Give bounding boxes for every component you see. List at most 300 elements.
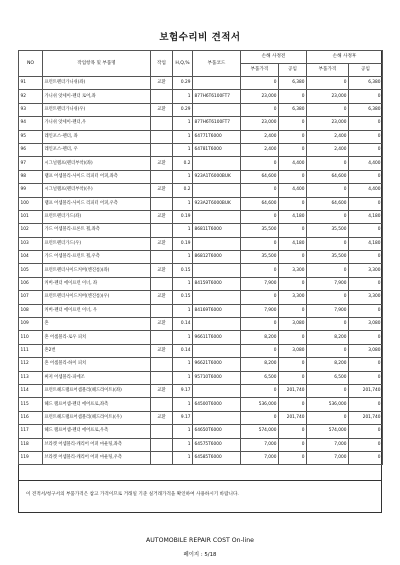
row-no: 97 bbox=[19, 157, 43, 170]
row-after-labor: 0 bbox=[349, 277, 383, 290]
row-work bbox=[151, 117, 173, 130]
row-before-labor: 4,180 bbox=[279, 210, 307, 223]
row-before-parts-price: 0 bbox=[241, 264, 279, 277]
row-item-name: 프런트펜더사이드커버(엔진룸)(좌) bbox=[43, 264, 151, 277]
row-before-labor: 0 bbox=[279, 358, 307, 371]
row-item-name: 프런트펜더가니쉬(우) bbox=[43, 103, 151, 116]
row-before-parts-price: 35,500 bbox=[241, 251, 279, 264]
row-work bbox=[151, 90, 173, 103]
row-work: 교환 bbox=[151, 184, 173, 197]
row-part-code: 84159T6000 bbox=[193, 277, 241, 290]
row-before-labor: 0 bbox=[279, 251, 307, 264]
row-before-labor: 6,380 bbox=[279, 77, 307, 90]
row-after-labor: 3,080 bbox=[349, 318, 383, 331]
row-after-parts-price: 0 bbox=[307, 318, 349, 331]
row-no: 115 bbox=[19, 398, 43, 411]
row-part-code: 64575T6000 bbox=[193, 438, 241, 451]
row-work bbox=[151, 451, 173, 464]
row-after-parts-price: 35,500 bbox=[307, 224, 349, 237]
row-before-parts-price: 0 bbox=[241, 411, 279, 424]
row-before-labor: 0 bbox=[279, 304, 307, 317]
row-item-name: 램프 어셈블리-사이드 리피터 어퍼,우측 bbox=[43, 197, 151, 210]
row-work bbox=[151, 277, 173, 290]
row-qty: 1 bbox=[173, 425, 193, 438]
row-item-name: 레인포스-펜더, 좌 bbox=[43, 130, 151, 143]
table-row bbox=[19, 237, 383, 250]
row-work bbox=[151, 425, 173, 438]
row-item-name: 프런트펜더사이드커버(엔진룸)(우) bbox=[43, 291, 151, 304]
row-no: 110 bbox=[19, 331, 43, 344]
row-no: 91 bbox=[19, 77, 43, 90]
row-before-labor: 4,180 bbox=[279, 237, 307, 250]
row-work bbox=[151, 197, 173, 210]
row-after-parts-price: 0 bbox=[307, 210, 349, 223]
row-part-code: 877H6T6100FT7 bbox=[193, 90, 241, 103]
row-item-name: 혼 어셈블리-하이 피치 bbox=[43, 358, 151, 371]
row-work bbox=[151, 371, 173, 384]
row-item-name: 가니쉬 앗세이-펜더 로어,좌 bbox=[43, 90, 151, 103]
row-part-code bbox=[193, 237, 241, 250]
footer-brand: AUTOMOBILE REPAIR COST On-line bbox=[146, 537, 254, 544]
row-no: 109 bbox=[19, 318, 43, 331]
row-before-labor: 0 bbox=[279, 143, 307, 156]
row-no: 103 bbox=[19, 237, 43, 250]
row-after-parts-price: 0 bbox=[307, 291, 349, 304]
row-no: 108 bbox=[19, 304, 43, 317]
table-row bbox=[19, 344, 383, 357]
row-after-labor: 4,400 bbox=[349, 184, 383, 197]
header-no: NO bbox=[19, 51, 43, 77]
row-no: 102 bbox=[19, 224, 43, 237]
row-before-parts-price: 574,000 bbox=[241, 425, 279, 438]
table-row bbox=[19, 210, 383, 223]
table-row bbox=[19, 291, 383, 304]
row-item-name: 혼 어셈블리-로우 피치 bbox=[43, 331, 151, 344]
table-row bbox=[19, 411, 383, 424]
estimate-table bbox=[18, 50, 383, 465]
document-title: 보험수리비 견적서 bbox=[159, 32, 241, 43]
row-after-labor: 0 bbox=[349, 398, 383, 411]
row-part-code: 96611T6000 bbox=[193, 331, 241, 344]
row-before-parts-price: 0 bbox=[241, 291, 279, 304]
row-before-parts-price: 0 bbox=[241, 237, 279, 250]
row-after-parts-price: 0 bbox=[307, 237, 349, 250]
row-after-parts-price: 0 bbox=[307, 77, 349, 90]
row-after-parts-price: 64,600 bbox=[307, 197, 349, 210]
row-item-name: 레인포스-펜더, 우 bbox=[43, 143, 151, 156]
row-after-parts-price: 0 bbox=[307, 264, 349, 277]
row-work bbox=[151, 224, 173, 237]
row-before-labor: 0 bbox=[279, 170, 307, 183]
row-before-parts-price: 7,000 bbox=[241, 451, 279, 464]
row-after-labor: 4,400 bbox=[349, 157, 383, 170]
row-no: 117 bbox=[19, 425, 43, 438]
row-qty: 0.14 bbox=[173, 344, 193, 357]
row-item-name: 시그널램프(펜더부착)(우) bbox=[43, 184, 151, 197]
table-row bbox=[19, 358, 383, 371]
row-item-name: 가드 어셈블리-프런트 휠,우측 bbox=[43, 251, 151, 264]
row-before-parts-price: 23,000 bbox=[241, 117, 279, 130]
row-item-name: 혼 bbox=[43, 318, 151, 331]
row-no: 92 bbox=[19, 90, 43, 103]
row-part-code bbox=[193, 291, 241, 304]
row-part-code: 64781T6000 bbox=[193, 143, 241, 156]
row-after-labor: 0 bbox=[349, 90, 383, 103]
row-after-parts-price: 0 bbox=[307, 384, 349, 397]
table-row bbox=[19, 184, 383, 197]
row-qty: 0.19 bbox=[173, 210, 193, 223]
row-item-name: 커버-펜더 에이프런 이너, 우 bbox=[43, 304, 151, 317]
row-qty: 1 bbox=[173, 224, 193, 237]
table-row bbox=[19, 398, 383, 411]
row-qty: 0.2 bbox=[173, 157, 193, 170]
row-no: 95 bbox=[19, 130, 43, 143]
row-before-parts-price: 0 bbox=[241, 210, 279, 223]
row-part-code: 64771T6000 bbox=[193, 130, 241, 143]
header-before-labor: 공임 bbox=[279, 64, 307, 77]
table-row bbox=[19, 224, 383, 237]
header-part-code: 부품코드 bbox=[193, 51, 241, 77]
row-item-name: 혼2번 bbox=[43, 344, 151, 357]
row-no: 107 bbox=[19, 291, 43, 304]
row-work: 교환 bbox=[151, 157, 173, 170]
row-item-name: 프런트펜더가드(좌) bbox=[43, 210, 151, 223]
row-part-code: 64650T6000 bbox=[193, 425, 241, 438]
row-item-name: 헤드 램프어셈-펜더 에어프로,우측 bbox=[43, 425, 151, 438]
row-qty: 0.2 bbox=[173, 184, 193, 197]
row-item-name: 가드 어셈블리-프론트 휠,좌측 bbox=[43, 224, 151, 237]
table-row bbox=[19, 77, 383, 90]
row-before-parts-price: 8,200 bbox=[241, 358, 279, 371]
row-part-code bbox=[193, 264, 241, 277]
row-no: 105 bbox=[19, 264, 43, 277]
row-before-parts-price: 7,900 bbox=[241, 304, 279, 317]
table-row bbox=[19, 117, 383, 130]
row-before-parts-price: 7,000 bbox=[241, 438, 279, 451]
row-before-parts-price: 8,200 bbox=[241, 331, 279, 344]
row-after-parts-price: 35,500 bbox=[307, 251, 349, 264]
row-before-labor: 201,740 bbox=[279, 411, 307, 424]
row-work: 교환 bbox=[151, 237, 173, 250]
row-no: 104 bbox=[19, 251, 43, 264]
row-before-labor: 0 bbox=[279, 425, 307, 438]
row-work bbox=[151, 304, 173, 317]
row-after-labor: 4,180 bbox=[349, 237, 383, 250]
row-before-labor: 0 bbox=[279, 224, 307, 237]
row-after-labor: 0 bbox=[349, 304, 383, 317]
row-before-parts-price: 23,000 bbox=[241, 90, 279, 103]
table-row bbox=[19, 384, 383, 397]
row-no: 111 bbox=[19, 344, 43, 357]
row-item-name: 프런트헤드램프어셈블리(헤드라이트)(좌) bbox=[43, 384, 151, 397]
row-part-code: 923A2T6000BUK bbox=[193, 197, 241, 210]
row-before-labor: 0 bbox=[279, 117, 307, 130]
row-before-parts-price: 0 bbox=[241, 157, 279, 170]
row-after-labor: 4,180 bbox=[349, 210, 383, 223]
row-item-name: 헤드 램프어셈-펜더 에어프로,좌측 bbox=[43, 398, 151, 411]
row-after-parts-price: 2,400 bbox=[307, 130, 349, 143]
row-after-labor: 0 bbox=[349, 451, 383, 464]
row-qty: 1 bbox=[173, 304, 193, 317]
row-work: 교환 bbox=[151, 291, 173, 304]
table-row bbox=[19, 103, 383, 116]
row-no: 101 bbox=[19, 210, 43, 223]
row-work bbox=[151, 251, 173, 264]
row-after-parts-price: 64,600 bbox=[307, 170, 349, 183]
row-item-name: 프런트펜더가니쉬(좌) bbox=[43, 77, 151, 90]
row-before-labor: 0 bbox=[279, 451, 307, 464]
row-qty: 1 bbox=[173, 371, 193, 384]
row-before-labor: 6,380 bbox=[279, 103, 307, 116]
row-before-labor: 3,300 bbox=[279, 291, 307, 304]
row-part-code bbox=[193, 384, 241, 397]
row-part-code bbox=[193, 411, 241, 424]
row-qty: 1 bbox=[173, 251, 193, 264]
header-after-labor: 공임 bbox=[349, 64, 383, 77]
row-after-parts-price: 8,200 bbox=[307, 331, 349, 344]
row-item-name: 써저 어셈블리-피에조 bbox=[43, 371, 151, 384]
header-before-parts-price: 부품가격 bbox=[241, 64, 279, 77]
row-after-parts-price: 2,400 bbox=[307, 143, 349, 156]
table-row bbox=[19, 251, 383, 264]
row-qty: 0.15 bbox=[173, 264, 193, 277]
row-after-labor: 0 bbox=[349, 331, 383, 344]
row-part-code: 64585T6000 bbox=[193, 451, 241, 464]
row-after-parts-price: 7,900 bbox=[307, 277, 349, 290]
row-item-name: 시그널램프(펜더부착)(좌) bbox=[43, 157, 151, 170]
row-no: 94 bbox=[19, 117, 43, 130]
row-no: 98 bbox=[19, 170, 43, 183]
row-work bbox=[151, 331, 173, 344]
row-item-name: 브라켓 어셈블리-캐리어 어퍼 마운팅,우측 bbox=[43, 451, 151, 464]
row-before-parts-price: 0 bbox=[241, 184, 279, 197]
row-after-labor: 6,380 bbox=[349, 77, 383, 90]
table-row bbox=[19, 264, 383, 277]
row-no: 114 bbox=[19, 384, 43, 397]
row-after-labor: 6,380 bbox=[349, 103, 383, 116]
row-part-code: 95710T6000 bbox=[193, 371, 241, 384]
table-row bbox=[19, 331, 383, 344]
row-part-code bbox=[193, 77, 241, 90]
row-qty: 0.29 bbox=[173, 77, 193, 90]
row-before-labor: 3,080 bbox=[279, 344, 307, 357]
row-part-code: 86811T6000 bbox=[193, 224, 241, 237]
table-row bbox=[19, 425, 383, 438]
row-before-parts-price: 35,500 bbox=[241, 224, 279, 237]
row-work bbox=[151, 143, 173, 156]
table-row bbox=[19, 318, 383, 331]
row-after-labor: 201,740 bbox=[349, 384, 383, 397]
row-before-parts-price: 7,900 bbox=[241, 277, 279, 290]
header-after-adjust: 손해 사정후 bbox=[307, 51, 383, 64]
row-item-name: 램프 어셈블리-사이드 리피터 어퍼,좌측 bbox=[43, 170, 151, 183]
row-work: 교환 bbox=[151, 384, 173, 397]
row-work: 교환 bbox=[151, 210, 173, 223]
row-work: 교환 bbox=[151, 411, 173, 424]
row-after-labor: 0 bbox=[349, 224, 383, 237]
row-work: 교환 bbox=[151, 264, 173, 277]
row-qty: 9.17 bbox=[173, 384, 193, 397]
table-row bbox=[19, 438, 383, 451]
row-qty: 1 bbox=[173, 170, 193, 183]
row-before-parts-price: 536,000 bbox=[241, 398, 279, 411]
table-row bbox=[19, 197, 383, 210]
row-after-parts-price: 23,000 bbox=[307, 90, 349, 103]
row-item-name: 프런트헤드램프어셈블리(헤드라이트)(우) bbox=[43, 411, 151, 424]
row-before-labor: 0 bbox=[279, 331, 307, 344]
row-before-parts-price: 2,400 bbox=[241, 143, 279, 156]
row-qty: 1 bbox=[173, 143, 193, 156]
row-part-code: 84169T6000 bbox=[193, 304, 241, 317]
row-before-labor: 3,080 bbox=[279, 318, 307, 331]
row-no: 113 bbox=[19, 371, 43, 384]
row-qty: 1 bbox=[173, 438, 193, 451]
row-before-labor: 201,740 bbox=[279, 384, 307, 397]
table-row bbox=[19, 371, 383, 384]
row-after-labor: 0 bbox=[349, 251, 383, 264]
row-before-labor: 0 bbox=[279, 197, 307, 210]
page-indicator: 페이지 : 5/18 bbox=[183, 552, 217, 558]
row-part-code bbox=[193, 184, 241, 197]
table-row bbox=[19, 277, 383, 290]
row-qty: 1 bbox=[173, 331, 193, 344]
row-before-parts-price: 0 bbox=[241, 384, 279, 397]
row-before-parts-price: 64,600 bbox=[241, 170, 279, 183]
table-row bbox=[19, 130, 383, 143]
row-after-labor: 3,300 bbox=[349, 291, 383, 304]
row-before-labor: 0 bbox=[279, 130, 307, 143]
row-before-parts-price: 64,600 bbox=[241, 197, 279, 210]
row-after-labor: 0 bbox=[349, 358, 383, 371]
row-no: 119 bbox=[19, 451, 43, 464]
row-after-parts-price: 0 bbox=[307, 184, 349, 197]
row-no: 93 bbox=[19, 103, 43, 116]
row-part-code: 923A1T6000BUK bbox=[193, 170, 241, 183]
row-after-parts-price: 7,900 bbox=[307, 304, 349, 317]
row-qty: 1 bbox=[173, 398, 193, 411]
row-before-parts-price: 0 bbox=[241, 344, 279, 357]
row-after-labor: 0 bbox=[349, 130, 383, 143]
table-row bbox=[19, 143, 383, 156]
estimate-rows bbox=[19, 77, 383, 465]
row-after-labor: 0 bbox=[349, 371, 383, 384]
table-row bbox=[19, 170, 383, 183]
row-no: 106 bbox=[19, 277, 43, 290]
row-part-code: 96621T6000 bbox=[193, 358, 241, 371]
table-row bbox=[19, 304, 383, 317]
header-after-parts-price: 부품가격 bbox=[307, 64, 349, 77]
row-qty: 0.14 bbox=[173, 318, 193, 331]
row-qty: 0.15 bbox=[173, 291, 193, 304]
row-work: 교환 bbox=[151, 344, 173, 357]
header-qty: H,Q,% bbox=[173, 51, 193, 77]
row-after-labor: 0 bbox=[349, 425, 383, 438]
row-qty: 9.17 bbox=[173, 411, 193, 424]
row-work: 교환 bbox=[151, 318, 173, 331]
header-item-name: 작업항목 및 부품명 bbox=[43, 51, 151, 77]
row-qty: 1 bbox=[173, 197, 193, 210]
row-after-parts-price: 23,000 bbox=[307, 117, 349, 130]
row-qty: 1 bbox=[173, 358, 193, 371]
header-before-adjust: 손해 사정전 bbox=[241, 51, 307, 64]
row-before-parts-price: 0 bbox=[241, 318, 279, 331]
row-item-name: 가니쉬 앗세이-펜더,우 bbox=[43, 117, 151, 130]
row-work: 교환 bbox=[151, 77, 173, 90]
table-row bbox=[19, 451, 383, 464]
row-after-parts-price: 0 bbox=[307, 157, 349, 170]
row-qty: 1 bbox=[173, 451, 193, 464]
row-after-labor: 0 bbox=[349, 143, 383, 156]
row-qty: 1 bbox=[173, 130, 193, 143]
row-no: 96 bbox=[19, 143, 43, 156]
row-no: 118 bbox=[19, 438, 43, 451]
row-after-parts-price: 7,000 bbox=[307, 438, 349, 451]
row-after-labor: 0 bbox=[349, 117, 383, 130]
row-no: 99 bbox=[19, 184, 43, 197]
row-work bbox=[151, 130, 173, 143]
row-work bbox=[151, 170, 173, 183]
row-after-parts-price: 0 bbox=[307, 103, 349, 116]
row-work bbox=[151, 398, 173, 411]
row-before-labor: 3,300 bbox=[279, 264, 307, 277]
row-after-parts-price: 6,500 bbox=[307, 371, 349, 384]
row-qty: 1 bbox=[173, 117, 193, 130]
row-item-name: 프런트펜더가드(우) bbox=[43, 237, 151, 250]
row-item-name: 커버-펜더 에이프런 이너, 좌 bbox=[43, 277, 151, 290]
row-after-labor: 3,080 bbox=[349, 344, 383, 357]
header-work: 작업 bbox=[151, 51, 173, 77]
row-no: 100 bbox=[19, 197, 43, 210]
price-notice: 이 견적서/청구서의 부품가격은 참고 가격이므로 거래일 기준 실거래가격을 확인하여 사용하시기 바랍니다. bbox=[26, 492, 239, 497]
row-part-code bbox=[193, 344, 241, 357]
row-after-parts-price: 536,000 bbox=[307, 398, 349, 411]
row-part-code bbox=[193, 318, 241, 331]
row-before-parts-price: 0 bbox=[241, 77, 279, 90]
table-row bbox=[19, 157, 383, 170]
row-after-parts-price: 0 bbox=[307, 344, 349, 357]
row-before-labor: 0 bbox=[279, 371, 307, 384]
row-after-parts-price: 7,000 bbox=[307, 451, 349, 464]
row-after-labor: 201,740 bbox=[349, 411, 383, 424]
row-work bbox=[151, 438, 173, 451]
row-part-code bbox=[193, 210, 241, 223]
row-no: 112 bbox=[19, 358, 43, 371]
row-work: 교환 bbox=[151, 103, 173, 116]
row-part-code: 877H6T6100FT7 bbox=[193, 117, 241, 130]
row-qty: 1 bbox=[173, 277, 193, 290]
row-part-code: 86812T6000 bbox=[193, 251, 241, 264]
row-before-parts-price: 0 bbox=[241, 103, 279, 116]
row-after-labor: 3,300 bbox=[349, 264, 383, 277]
row-before-labor: 0 bbox=[279, 90, 307, 103]
row-before-labor: 4,400 bbox=[279, 157, 307, 170]
row-after-parts-price: 574,000 bbox=[307, 425, 349, 438]
row-before-parts-price: 6,500 bbox=[241, 371, 279, 384]
row-part-code bbox=[193, 103, 241, 116]
row-before-labor: 0 bbox=[279, 438, 307, 451]
row-part-code: 64500T6000 bbox=[193, 398, 241, 411]
row-before-labor: 0 bbox=[279, 398, 307, 411]
row-after-parts-price: 8,200 bbox=[307, 358, 349, 371]
row-qty: 0.19 bbox=[173, 237, 193, 250]
row-work bbox=[151, 358, 173, 371]
row-before-labor: 4,400 bbox=[279, 184, 307, 197]
row-no: 116 bbox=[19, 411, 43, 424]
row-qty: 0.29 bbox=[173, 103, 193, 116]
row-part-code bbox=[193, 157, 241, 170]
row-qty: 1 bbox=[173, 90, 193, 103]
row-after-parts-price: 0 bbox=[307, 411, 349, 424]
